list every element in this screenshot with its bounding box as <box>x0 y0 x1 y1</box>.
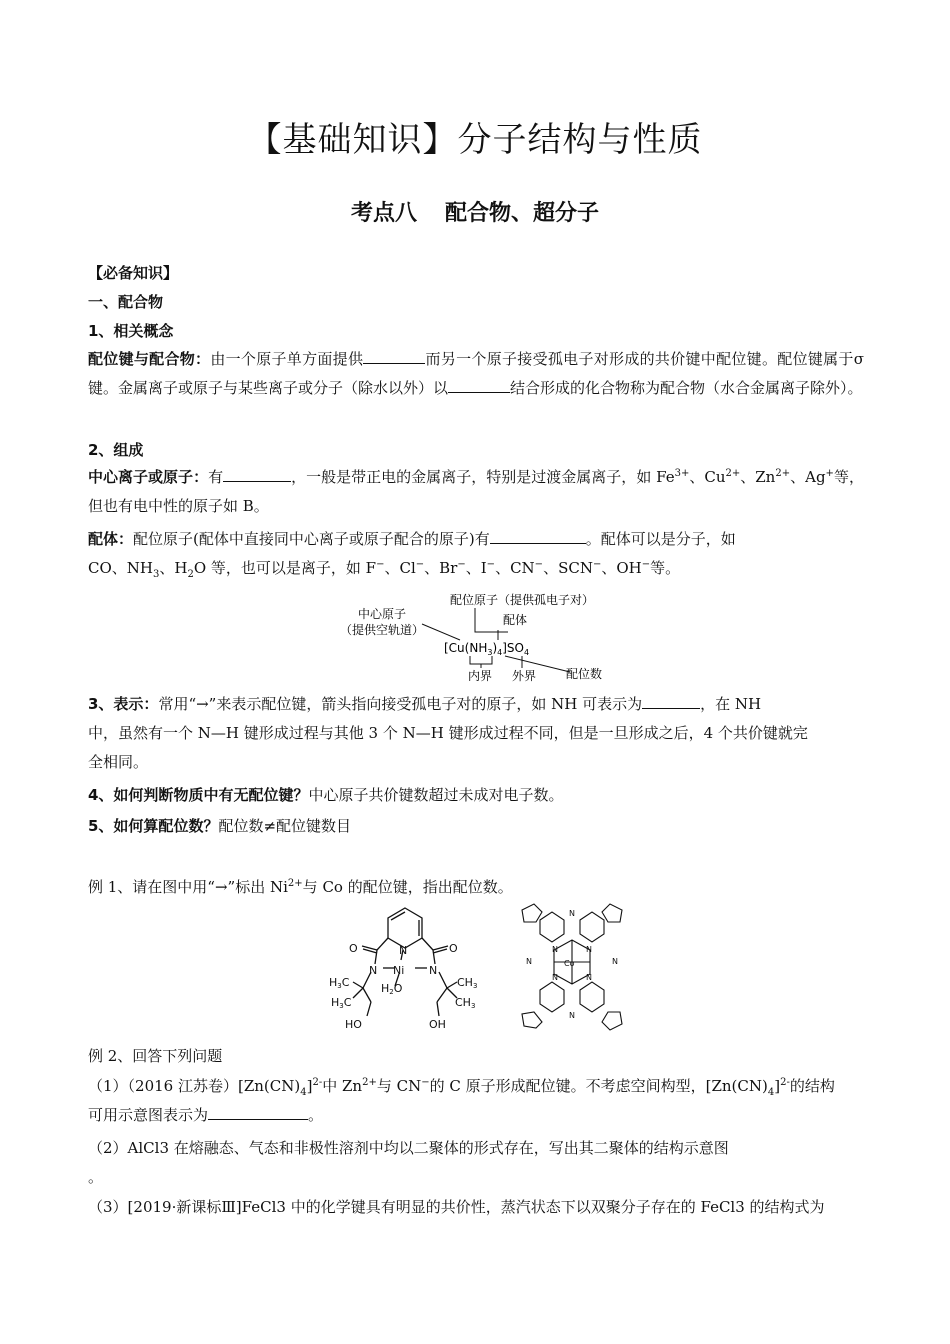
bond-text: （水合金属离子除外）。 <box>705 379 863 397</box>
example1-prompt: 例 1、请在图中用“→”标出 $Ni^{2+}$与 Co 的配位键，指出配位数。 <box>88 878 513 896</box>
svg-text:N: N <box>586 945 592 954</box>
representation-paragraph <box>88 690 864 777</box>
q1-text: 的结构 <box>789 1077 835 1095</box>
q1-text: 与 CN <box>376 1077 422 1095</box>
diagram-lines <box>422 608 570 672</box>
repr-text: 中，虽然有一个 N—H 键形成过程与其他 3 个 N—H 键形成过程不同，但是一旦形成之后，4 个共价键就完 <box>88 724 808 742</box>
center-text: 有 <box>208 468 224 486</box>
svg-text:O: O <box>349 942 358 955</box>
example1-text: 与 Co 的配位键，指出配位数。 <box>302 878 513 896</box>
svg-text:N: N <box>569 1011 575 1020</box>
center-text: 等，但也有电中性的原子如 B。 <box>88 468 864 515</box>
ligand-text: CO、NH <box>88 559 153 577</box>
repr-text: 常用“→”来表示配位键，箭头指向接受孤电子对的原子，如 NH 可表示为 <box>158 695 643 713</box>
svg-text:Co: Co <box>564 959 575 968</box>
svg-text:CH3: CH3 <box>457 976 478 990</box>
svg-text:N: N <box>429 964 438 977</box>
sub2-heading: 2、组成 <box>88 441 144 459</box>
example2-q2 <box>88 1134 864 1192</box>
sub4-text: 中心原子共价键数超过未成对电子数。 <box>308 786 564 804</box>
repr-text: ，在 NH <box>700 695 762 713</box>
svg-text:H2O: H2O <box>381 982 403 996</box>
q1-text: 的 C 原子形成配位键。不考虑空间构型，[Zn(CN) <box>429 1077 768 1095</box>
repr-text: 全相同。 <box>88 753 149 771</box>
ligand-text: 、H <box>159 559 188 577</box>
center-text: 、Ag <box>790 468 826 486</box>
ligand-text: O 等，也可以是离子，如 F <box>193 559 377 577</box>
diagram-outer: 外界 <box>512 669 537 683</box>
diagram-formula: $[Cu(NH_3)_4]SO_4$ <box>444 641 530 657</box>
ligand-paragraph: 配体：配位原子(配体中直接同中心离子或原子配合的原子)有 。配体可以是分子，如 CO、$NH_3$、$H_2O$ 等，也可以是离子，如 F−、Cl−、Br−、I−、CN−、SCN−、OH−等。 <box>88 530 736 580</box>
q2-text: 。 <box>88 1168 104 1186</box>
concept-paragraph <box>88 345 864 403</box>
center-label: 中心离子或原子： <box>88 468 209 486</box>
svg-text:N: N <box>552 973 558 982</box>
nickel-complex-structure <box>325 902 485 1037</box>
q1-text: 中 Zn <box>322 1077 363 1095</box>
complex-structure-diagram <box>330 588 620 688</box>
sub4-heading: 4、如何判断物质中有无配位键？ <box>88 786 309 804</box>
sub5-text: 配位数≠配位键数目 <box>218 817 352 835</box>
bond-text: 由一个原子单方面提供 <box>210 350 364 368</box>
page-title: 【基础知识】分子结构与性质 <box>247 120 703 160</box>
svg-text:Ni: Ni <box>393 964 405 977</box>
bond-text: 位键属于σ键。金属离子或原子与某些离子或分子（除水以外）以 <box>88 350 864 397</box>
svg-text:N: N <box>586 973 592 982</box>
blank-1[interactable] <box>363 348 425 364</box>
diagram-center-note: （提供空轨道） <box>340 623 425 637</box>
blank-3[interactable] <box>223 466 291 482</box>
q1-text: （1）（2016 江苏卷）[Zn(CN) <box>88 1077 301 1095</box>
svg-text:N: N <box>552 945 558 954</box>
ligand-text: 。配体可以是分子，如 <box>585 530 736 548</box>
svg-text:N: N <box>612 957 618 966</box>
blank-6[interactable] <box>208 1104 308 1120</box>
part1-heading: 一、配合物 <box>88 293 164 311</box>
diagram-coord-number: 配位数 <box>566 667 603 681</box>
blank-5[interactable] <box>642 693 700 709</box>
q2-text: （2）AlCl3 在熔融态、气态和非极性溶剂中均以二聚体的形式存在，写出其二聚体的结构示意图 <box>88 1139 729 1157</box>
center-paragraph: 中心离子或原子：有 ，一般是带正电的金属离子，特别是过渡金属离子，如 $Fe^{3+}$、$Cu^{2+}$、$Zn^{2+}$、Ag+等，但也有电中性的原子如 B。 <box>88 468 864 515</box>
svg-text:N: N <box>526 957 532 966</box>
ligand-label: 配体： <box>88 530 134 548</box>
svg-text:H3C: H3C <box>329 976 350 990</box>
svg-text:CH3: CH3 <box>455 996 476 1010</box>
svg-text:N: N <box>369 964 378 977</box>
bond-text: 而另一个原子接受孤电子对形成的共价键中配位键。配 <box>425 350 793 368</box>
sub3-heading: 3、表示： <box>88 695 159 713</box>
sub5-row <box>88 815 868 836</box>
blank-4[interactable] <box>490 528 586 544</box>
svg-text:O: O <box>449 942 458 955</box>
center-text: ，一般是带正电的金属离子，特别是过渡金属离子，如 Fe <box>291 468 675 486</box>
svg-text:HO: HO <box>345 1018 362 1031</box>
ligand-text: 配位原子(配体中直接同中心离子或原子配合的原子)有 <box>133 530 490 548</box>
q1-text: 可用示意图表示为 <box>88 1106 209 1124</box>
cobalt-phthalocyanine-structure <box>512 902 632 1034</box>
svg-text:OH: OH <box>429 1018 446 1031</box>
svg-text:N: N <box>399 944 408 957</box>
blank-2[interactable] <box>448 377 510 393</box>
sub1-heading: 1、相关概念 <box>88 322 174 340</box>
must-know-heading: 【必备知识】 <box>88 264 179 282</box>
svg-text:N: N <box>569 909 575 918</box>
diagram-center-atom: 中心原子 <box>358 607 407 621</box>
diagram-inner: 内界 <box>468 669 493 683</box>
example2-q3: （3）[2019·新课标Ⅲ]FeCl3 中的化学键具有明显的共价性，蒸汽状态下以双聚分子存在的 FeCl3 的结构式为 <box>88 1198 825 1216</box>
topic-heading <box>0 196 950 227</box>
sub4-row <box>88 784 868 805</box>
example1-text: 例 1、请在图中用“→”标出 Ni <box>88 878 288 896</box>
topic-number: 考点八 <box>350 201 417 226</box>
svg-text:H3C: H3C <box>331 996 352 1010</box>
bond-text: 结合形成的化合物称为配合物 <box>510 379 706 397</box>
bond-label: 配位键与配合物： <box>88 350 211 368</box>
ligand-text: 等。 <box>650 559 681 577</box>
diagram-coord-atom: 配位原子（提供孤电子对） <box>450 593 595 607</box>
diagram-ligand: 配体 <box>503 613 528 627</box>
example2-title: 例 2、回答下列问题 <box>88 1047 223 1065</box>
example2-q1: （1）（2016 江苏卷）$[Zn(CN)_4]^{2-}$中 $Zn^{2+}$与 CN−的 C 原子形成配位键。不考虑空间构型，$[Zn(CN)_4]^{2-}$的结构 可用示意图表示为 。 <box>88 1077 835 1124</box>
topic-name: 配合物、超分子 <box>445 201 600 226</box>
sub5-heading: 5、如何算配位数？ <box>88 817 219 835</box>
q1-text: 。 <box>308 1106 324 1124</box>
